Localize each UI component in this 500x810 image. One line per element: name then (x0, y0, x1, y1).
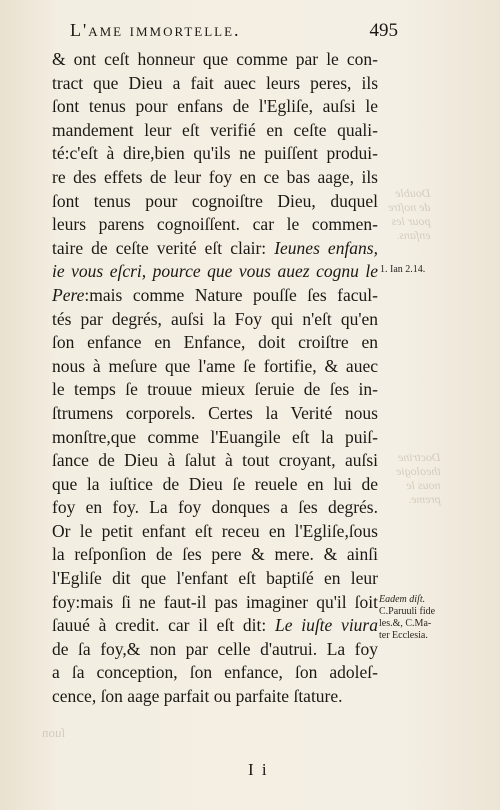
text-line: foy en foy. La foy donques a ſes degrés. (52, 497, 378, 518)
text-line: ie vous eſcri, pource que vous auez cognu le (52, 261, 378, 282)
page-header (70, 20, 398, 46)
marginal-note-line: ter Ecclesia. (379, 630, 428, 641)
text-line: la reſponſion de ſes pere & mere. & ainſi (52, 544, 378, 565)
text-line: ſance de Dieu à ſalut à tout croyant, auſsi (52, 450, 378, 471)
marginal-note-canon (379, 594, 489, 642)
text-line: foy:mais ſi ne faut-il pas imaginer qu'il ſoit (52, 591, 378, 612)
text-line: leurs parens cognoiſſent. car le commen- (52, 214, 378, 235)
show-through-text-bottom: ſuon (42, 725, 66, 740)
text-line: re des effets de leur foy en ce bas aage, ils (52, 166, 378, 187)
body-text (52, 48, 378, 709)
text-line: nous à meſure que l'ame ſe fortifie, & auec (52, 355, 378, 376)
marginal-note-reference: 1. Ian 2.14. (380, 264, 426, 275)
text-line: a ſa conception, ſon enfance, ſon adoleſ- (52, 662, 378, 683)
text-line: le temps ſe trouue mieux ſeruie de ſes in- (52, 379, 378, 400)
text-line: ſon enfance en Enfance, doit croiſtre en (52, 332, 378, 353)
show-through-text-mid: Doctrine theologie nous le preme. (396, 450, 441, 506)
text-line: & ont ceſt honneur que comme par le con- (52, 49, 378, 69)
page-number: 495 (369, 20, 398, 41)
text-line: Pere:mais comme Nature pouſſe ſes facul- (52, 284, 378, 305)
text-line: taire de ceſte verité eſt clair: Ieunes enfans, (52, 237, 378, 258)
text-line: Or le petit enfant eſt receu en l'Egliſe,ſous (52, 520, 378, 541)
text-line: tés par degrés, auſsi la Foy qui n'eſt qu'en (52, 308, 378, 329)
text-line: tract que Dieu a fait auec leurs peres, ils (52, 72, 378, 93)
marginal-note-title: Eadem diſt. (379, 594, 426, 605)
text-line: l'Egliſe dit que l'enfant eſt baptiſé en leur (52, 568, 378, 589)
show-through-text-top: Double de noſtre pour les enfans. (388, 186, 431, 242)
text-line: ſont tenus pour cognoiſtre Dieu, duquel (52, 190, 378, 211)
text-line: ſtrumens corporels. Certes la Verité nous (52, 402, 378, 423)
text-line: que la iuſtice de Dieu ſe reuele en lui de (52, 473, 378, 494)
text-line: de ſa foy,& non par celle d'autrui. La foy (52, 638, 378, 659)
text-line: monſtre,que comme l'Euangile eſt la puiſ- (52, 426, 378, 447)
text-line: ſauué à credit. car il eſt dit: Le iuſte viura (52, 615, 378, 636)
text-line: ſont tenus pour enfans de l'Egliſe, auſsi le (52, 96, 378, 117)
signature-mark: I i (248, 760, 269, 779)
running-title: L'ame immortelle. (70, 20, 241, 40)
text-line: cence, ſon aage parfait ou parfaite ſtature. (52, 686, 343, 707)
text-line: té:c'eſt à dire,bien qu'ils ne puiſſent produi- (52, 143, 378, 164)
text-line: mandement leur eſt verifié en ceſte quali- (52, 119, 378, 140)
marginal-note-line: C.Paruuli fide (379, 606, 436, 617)
marginal-note-line: les.&, C.Ma- (379, 618, 432, 629)
